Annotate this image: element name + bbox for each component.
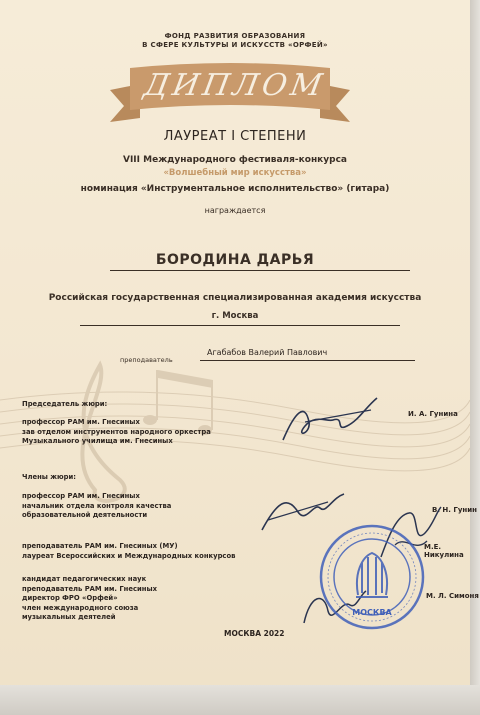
- background-surface: [0, 685, 480, 715]
- organization-name: Российская государственная специализированная академия искусства: [48, 293, 422, 303]
- foundation-line-2: В СФЕРЕ КУЛЬТУРЫ И ИСКУССТВ «ОРФЕЙ»: [142, 41, 328, 49]
- chair-signature: [275, 392, 385, 447]
- degree-title: ЛАУРЕАТ I СТЕПЕНИ: [163, 129, 307, 144]
- nomination-line: номинация «Инструментальное исполнительство» (гитара): [80, 184, 390, 194]
- official-seal: [318, 523, 426, 631]
- name-underline: [110, 270, 410, 271]
- jury-member-1-credentials: профессор РАМ им. Гнесиных начальник отдела контроля качества образовательной деятельности: [22, 492, 172, 519]
- chair-heading: Председатель жюри:: [22, 400, 108, 408]
- jury-member-2-signer: М.Е. Никулина: [424, 543, 464, 559]
- jury-member-1-signer: В. Н. Гунин: [432, 506, 477, 514]
- awarded-label: награждается: [204, 206, 266, 215]
- diploma-title: ДИПЛОМ: [141, 68, 329, 103]
- jury-member-3-signer: М. Л. Симоня: [426, 592, 479, 600]
- festival-name: «Волшебный мир искусства»: [163, 168, 307, 178]
- foundation-header: [0, 32, 470, 50]
- teacher-underline: [200, 360, 415, 361]
- jury-member-2-credentials: преподаватель РАМ им. Гнесиных (МУ) лауреат Всероссийских и Международных конкурсов: [22, 542, 236, 560]
- seal-city-text: МОСКВА: [352, 608, 392, 617]
- organization-city: г. Москва: [211, 311, 259, 321]
- teacher-name: Агабабов Валерий Павлович: [207, 348, 328, 357]
- chair-credentials: профессор РАМ им. Гнесиных зав отделом инструментов народного оркестра Музыкального училища им. Гнесиных: [22, 418, 211, 445]
- recipient-name: БОРОДИНА ДАРЬЯ: [155, 252, 315, 268]
- chair-signer: И. А. Гунина: [408, 410, 458, 418]
- foundation-line-1: ФОНД РАЗВИТИЯ ОБРАЗОВАНИЯ: [164, 32, 306, 40]
- jury-heading: Члены жюри:: [22, 473, 77, 481]
- jury-member-3-credentials: кандидат педагогических наук преподаватель РАМ им. Гнесиных директор ФРО «Орфей» член международного союза музыкальных деятелей: [22, 575, 157, 621]
- teacher-label: преподаватель: [120, 356, 173, 364]
- festival-line: VIII Международного фестиваля-конкурса: [122, 155, 347, 165]
- organization-underline: [80, 325, 400, 326]
- place-year: МОСКВА 2022: [224, 629, 285, 638]
- paper-edge: [470, 0, 480, 685]
